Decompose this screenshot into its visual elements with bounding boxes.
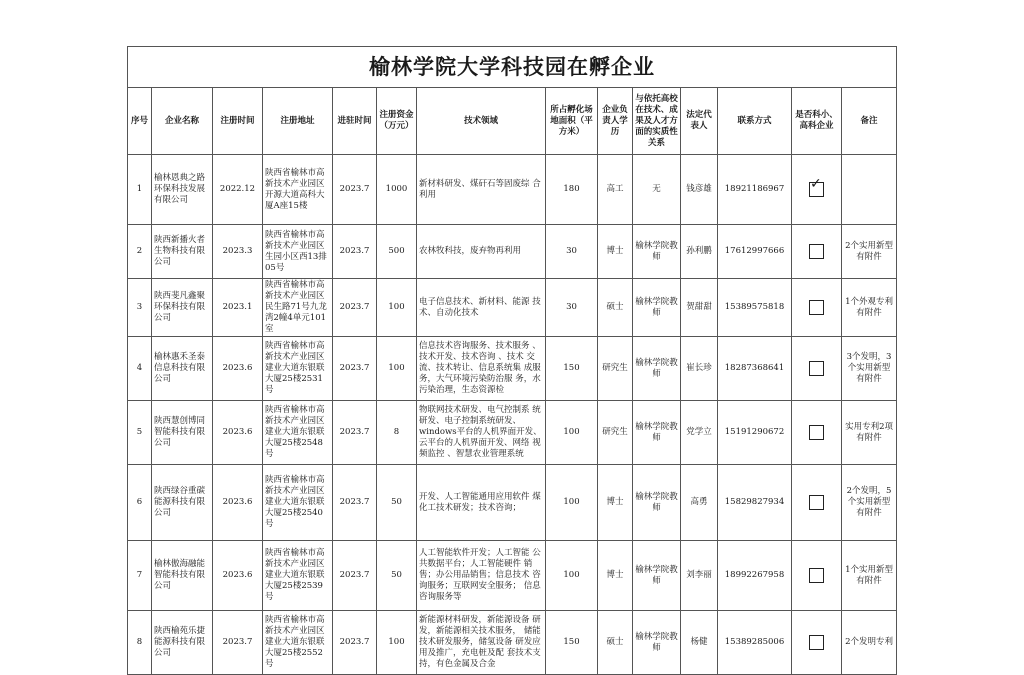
row-entry-time: 2023.7: [333, 225, 377, 279]
row-reg-time: 2023.6: [213, 401, 263, 465]
row-reg-address: 陕西省榆林市高新技术产业园区开源大道高科大厦A座15楼: [263, 155, 333, 225]
row-contact: 18992267958: [718, 541, 792, 611]
col-header-remark: 备注: [842, 88, 897, 155]
row-reg-address: 陕西省榆林市高新技术产业园区建业大道东银联大厦25楼2552号: [263, 611, 333, 675]
col-header-contact: 联系方式: [718, 88, 792, 155]
row-remark: 2个实用新型有附件: [842, 225, 897, 279]
row-seq: 7: [128, 541, 152, 611]
col-header-field: 技术领域: [417, 88, 546, 155]
row-area: 150: [546, 611, 598, 675]
checkbox-checked-icon[interactable]: [809, 182, 824, 197]
row-reg-time: 2023.7: [213, 611, 263, 675]
row-capital: 1000: [377, 155, 417, 225]
row-company-name: 陕西绿谷重碳能源科技有限公司: [152, 465, 213, 541]
row-legal-rep: 刘李丽: [681, 541, 718, 611]
row-education: 硕士: [598, 611, 633, 675]
row-contact: 18921186967: [718, 155, 792, 225]
row-remark: 1个实用新型有附件: [842, 541, 897, 611]
row-reliance: 榆林学院教师: [633, 401, 681, 465]
table-row: [128, 541, 897, 611]
row-tech-field: 农林牧科技，废弃物再利用: [417, 225, 546, 279]
row-tech-field: 物联网技术研发、电气控制系 统研发、电子控制系统研发、 windows平台的人机界面开发、 云平台的人机界面开发、网络 视频监控 、智慧农业管理系统: [417, 401, 546, 465]
row-company-name: 榆林恩典之路环保科技发展有限公司: [152, 155, 213, 225]
table-row: [128, 401, 897, 465]
table-row: [128, 337, 897, 401]
col-header-name: 企业名称: [152, 88, 213, 155]
row-company-name: 榆林惠禾圣泰信息科技有限公司: [152, 337, 213, 401]
table-row: [128, 279, 897, 337]
col-header-area: 所占孵化场地面积（平方米）: [546, 88, 598, 155]
row-tech-field: 电子信息技术、新材料、能源 技术、自动化技术: [417, 279, 546, 337]
row-reliance: 榆林学院教师: [633, 225, 681, 279]
row-legal-rep: 杨健: [681, 611, 718, 675]
row-contact: 15389575818: [718, 279, 792, 337]
col-header-reliance: 与依托高校在技术、成果及人才方面的实质性关系: [633, 88, 681, 155]
row-remark: 3个发明，3个实用新型有附件: [842, 337, 897, 401]
row-capital: 100: [377, 337, 417, 401]
row-company-name: 陕西慧创博同智能科技有限公司: [152, 401, 213, 465]
row-smb-cell: [792, 225, 842, 279]
col-header-reg-time: 注册时间: [213, 88, 263, 155]
col-header-seq: 序号: [128, 88, 152, 155]
row-reg-time: 2023.6: [213, 337, 263, 401]
row-area: 30: [546, 279, 598, 337]
row-seq: 5: [128, 401, 152, 465]
header-row: [128, 88, 897, 155]
row-area: 100: [546, 401, 598, 465]
row-remark: 2个发明专利: [842, 611, 897, 675]
col-header-smb: 是否科小、高科企业: [792, 88, 842, 155]
row-area: 180: [546, 155, 598, 225]
row-entry-time: 2023.7: [333, 465, 377, 541]
enterprise-table: [127, 46, 897, 675]
row-education: 研究生: [598, 401, 633, 465]
row-reg-time: 2023.6: [213, 465, 263, 541]
table-row: [128, 155, 897, 225]
row-smb-cell: [792, 279, 842, 337]
row-entry-time: 2023.7: [333, 541, 377, 611]
col-header-edu: 企业负责人学历: [598, 88, 633, 155]
row-capital: 50: [377, 541, 417, 611]
row-education: 高工: [598, 155, 633, 225]
row-legal-rep: 高勇: [681, 465, 718, 541]
row-reliance: 榆林学院教师: [633, 279, 681, 337]
row-seq: 1: [128, 155, 152, 225]
row-smb-cell: [792, 401, 842, 465]
checkbox-empty-icon[interactable]: [809, 244, 824, 259]
row-remark: [842, 155, 897, 225]
row-company-name: 陕西斐凡鑫聚环保科技有限公司: [152, 279, 213, 337]
row-tech-field: 新能源材料研发，新能源设备 研发，新能源相关技术服务， 储能技术研发服务，储氢设备 研发应用及推广，充电桩及配 套技术支持，有色金属及合金: [417, 611, 546, 675]
row-area: 30: [546, 225, 598, 279]
row-capital: 8: [377, 401, 417, 465]
row-tech-field: 信息技术咨询服务、技术服务 、技术开发、技术咨询 、技术 交流、技术转让、信息系统集 成服务，大气环境污染防治服 务，水污染治理，生态资源检: [417, 337, 546, 401]
row-reg-time: 2023.3: [213, 225, 263, 279]
checkbox-empty-icon[interactable]: [809, 495, 824, 510]
row-education: 博士: [598, 465, 633, 541]
row-area: 100: [546, 465, 598, 541]
table-row: [128, 465, 897, 541]
table-body: [128, 155, 897, 675]
row-remark: 实用专利2项有附件: [842, 401, 897, 465]
table-row: [128, 225, 897, 279]
row-reliance: 榆林学院教师: [633, 541, 681, 611]
checkbox-empty-icon[interactable]: [809, 361, 824, 376]
col-header-reg-addr: 注册地址: [263, 88, 333, 155]
row-smb-cell: [792, 337, 842, 401]
row-legal-rep: 崔长珍: [681, 337, 718, 401]
checkbox-empty-icon[interactable]: [809, 568, 824, 583]
row-entry-time: 2023.7: [333, 611, 377, 675]
row-seq: 8: [128, 611, 152, 675]
row-tech-field: 人工智能软件开发；人工智能 公共数据平台；人工智能硬件 销售；办公用品销售；信息技术 咨询服务；互联网安全服务； 信息咨询服务等: [417, 541, 546, 611]
row-entry-time: 2023.7: [333, 155, 377, 225]
row-education: 博士: [598, 225, 633, 279]
row-reg-address: 陕西省榆林市高新技术产业园区建业大道东银联大厦25楼2548号: [263, 401, 333, 465]
row-capital: 50: [377, 465, 417, 541]
row-area: 150: [546, 337, 598, 401]
row-reg-address: 陕西省榆林市高新技术产业园区民生路71号九龙湾2幢4单元101室: [263, 279, 333, 337]
row-capital: 100: [377, 611, 417, 675]
row-legal-rep: 钱彦雄: [681, 155, 718, 225]
row-legal-rep: 孙利鹏: [681, 225, 718, 279]
row-smb-cell: [792, 541, 842, 611]
row-contact: 15191290672: [718, 401, 792, 465]
row-tech-field: 开发、人工智能通用应用软件 煤化工技术研发；技术咨询；: [417, 465, 546, 541]
row-reliance: 无: [633, 155, 681, 225]
table-row: [128, 611, 897, 675]
checkbox-empty-icon[interactable]: [809, 425, 824, 440]
document-sheet: [127, 46, 896, 675]
row-seq: 4: [128, 337, 152, 401]
row-entry-time: 2023.7: [333, 279, 377, 337]
col-header-legal: 法定代表人: [681, 88, 718, 155]
row-education: 研究生: [598, 337, 633, 401]
row-seq: 3: [128, 279, 152, 337]
checkbox-empty-icon[interactable]: [809, 300, 824, 315]
row-contact: 17612997666: [718, 225, 792, 279]
page-title: 榆林学院大学科技园在孵企业: [128, 47, 897, 88]
row-seq: 2: [128, 225, 152, 279]
row-smb-cell: [792, 465, 842, 541]
row-entry-time: 2023.7: [333, 401, 377, 465]
row-reliance: 榆林学院教师: [633, 337, 681, 401]
row-seq: 6: [128, 465, 152, 541]
row-education: 硕士: [598, 279, 633, 337]
row-legal-rep: 党学立: [681, 401, 718, 465]
row-tech-field: 新材料研发、煤矸石等固废综 合利用: [417, 155, 546, 225]
row-reg-address: 陕西省榆林市高新技术产业园区建业大道东银联大厦25楼2531号: [263, 337, 333, 401]
row-reliance: 榆林学院教师: [633, 465, 681, 541]
row-reg-time: 2023.6: [213, 541, 263, 611]
row-smb-cell: [792, 611, 842, 675]
row-contact: 15389285006: [718, 611, 792, 675]
row-reg-address: 陕西省榆林市高新技术产业园区建业大道东银联大厦25楼2539号: [263, 541, 333, 611]
row-company-name: 陕西新播火者生物科技有限公司: [152, 225, 213, 279]
col-header-capital: 注册资金（万元）: [377, 88, 417, 155]
row-education: 博士: [598, 541, 633, 611]
row-legal-rep: 贺甜甜: [681, 279, 718, 337]
checkbox-empty-icon[interactable]: [809, 635, 824, 650]
row-entry-time: 2023.7: [333, 337, 377, 401]
row-company-name: 陕西榆苑乐捷能源科技有限公司: [152, 611, 213, 675]
row-contact: 18287368641: [718, 337, 792, 401]
row-contact: 15829827934: [718, 465, 792, 541]
row-reg-address: 陕西省榆林市高新技术产业园区建业大道东银联大厦25楼2540号: [263, 465, 333, 541]
row-capital: 100: [377, 279, 417, 337]
row-remark: 1个外观专利有附件: [842, 279, 897, 337]
row-remark: 2个发明，5个实用新型有附件: [842, 465, 897, 541]
row-company-name: 榆林傲海融能智能科技有限公司: [152, 541, 213, 611]
row-smb-cell: [792, 155, 842, 225]
row-reg-address: 陕西省榆林市高新技术产业园区生园小区西13排05号: [263, 225, 333, 279]
row-reg-time: 2023.1: [213, 279, 263, 337]
col-header-entry-time: 进驻时间: [333, 88, 377, 155]
row-reliance: 榆林学院教师: [633, 611, 681, 675]
row-reg-time: 2022.12: [213, 155, 263, 225]
row-capital: 500: [377, 225, 417, 279]
row-area: 100: [546, 541, 598, 611]
